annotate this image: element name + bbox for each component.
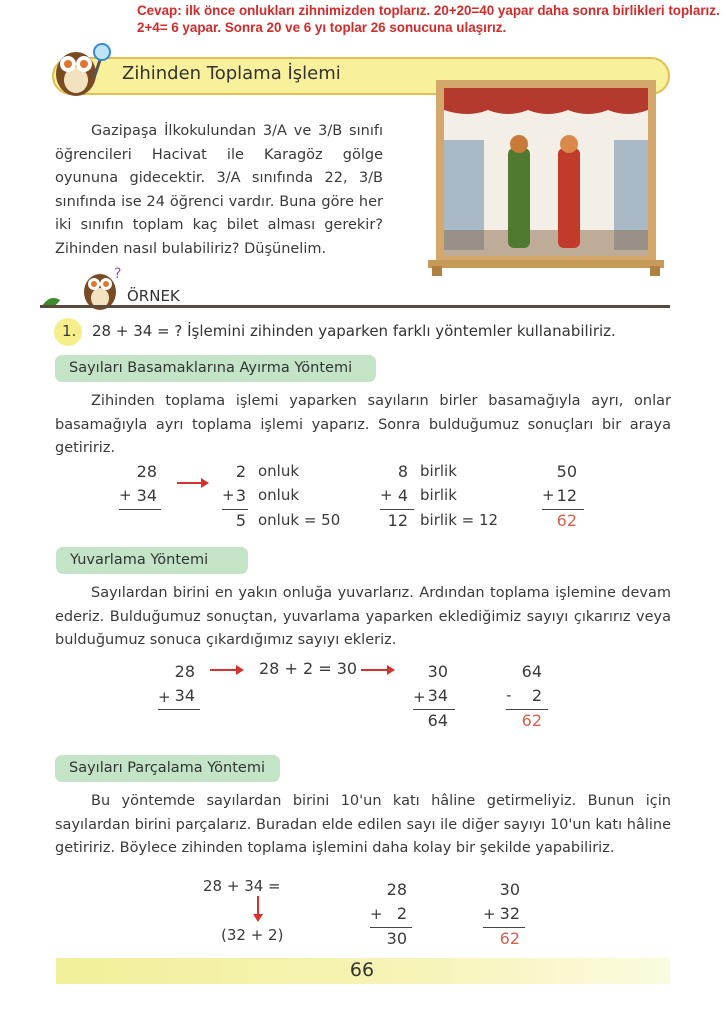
label: birlik = 12 [420,511,499,529]
num: 12 [556,486,577,505]
label: onluk [258,486,300,504]
num: 2 [531,686,542,705]
num: 5 [235,511,246,530]
question-text: 28 + 34 = ? İşlemini zihinden yaparken farklı yöntemler kullanabiliriz. [92,322,616,340]
red-down-arrow-icon [257,896,259,916]
label: onluk [258,462,300,480]
underline [542,509,584,510]
underline [506,709,548,710]
result: 62 [521,711,542,730]
num: 30 [427,662,448,681]
num: 34 [136,486,157,505]
method-1-heading: Sayıları Basamaklarına Ayırma Yöntemi [55,355,376,382]
num: 28 [174,662,195,681]
underline [380,509,414,510]
method-1-text: Zihinden toplama işlemi yaparken sayıların birler basamağıyla ayrı, onlar basamağıyla ayrı toplama işlemi yaparız. Sonra bulduğumuz sonuçları bir araya getiririz. [55,393,671,456]
num: 64 [427,711,448,730]
result: 62 [499,929,520,948]
num: 2 [235,462,246,481]
red-arrow-icon [177,482,207,484]
num: 3 [235,486,246,505]
num: 4 [397,486,408,505]
red-arrow-icon [210,669,242,671]
equation: 28 + 34 = [203,877,281,895]
plus-sign: + [222,486,235,504]
rounding-equation: 28 + 2 = 30 [259,659,358,678]
plus-sign: + [370,905,383,923]
split-expression: (32 + 2) [221,926,284,944]
question-number: 1. [62,322,77,340]
underline [370,927,412,928]
num: 32 [499,904,520,923]
label: birlik [420,462,457,480]
num: 30 [499,880,520,899]
num: 34 [174,686,195,705]
method-3-heading: Sayıları Parçalama Yöntemi [55,755,280,782]
page-title: Zihinden Toplama İşlemi [122,63,341,84]
underline [158,709,200,710]
plus-sign: + [119,486,132,504]
label: onluk = 50 [258,511,341,529]
section-divider [40,305,670,308]
result: 62 [556,511,577,530]
page-number: 66 [349,959,375,981]
num: 30 [386,929,407,948]
num: 28 [386,880,407,899]
num: 50 [556,462,577,481]
method-2-heading: Yuvarlama Yöntemi [56,547,248,574]
owl-magnifier-icon [50,40,112,98]
label: birlik [420,486,457,504]
example-label: ÖRNEK [127,287,180,305]
underline [222,509,248,510]
num: 12 [387,511,408,530]
num: 28 [136,462,157,481]
answer-note: Cevap: ilk önce onlukları zihnimizden toplarız. 20+20=40 yapar daha sonra birlikleri toplarız. 2+4= 6 yapar. Sonra 20 ve 6 yı toplar 26 sonucuna ulaşırız. [137,3,720,35]
svg-text:?: ? [114,266,122,282]
red-arrow-icon [361,669,393,671]
plus-sign: + [158,688,171,706]
plus-sign: + [380,486,393,504]
num: 2 [396,904,407,923]
underline [119,509,161,510]
underline [413,709,455,710]
plus-sign: + [413,688,426,706]
num: 8 [397,462,408,481]
plus-sign: + [542,486,555,504]
method-2-text: Sayılardan birini en yakın onluğa yuvarlarız. Ardından toplama işlemine devam ederiz. Bulduğumuz sonuçtan, yuvarlama yaparken eklediğimiz sayıyı çıkarırız veya bulduğumuz sonuca çıkardığımız sayıyı ekleriz. [55,585,671,648]
method-3-text: Bu yöntemde sayılardan birini 10'un katı hâline getirmeliyiz. Bunun için sayılardan birini parçalarız. Buradan elde edilen sayı ile diğer sayıyı 10'un katı hâline getiririz. Böylece zihinden toplama işlemini daha kolay bir şekilde yapabiliriz. [55,793,671,856]
arrow-head [253,914,263,922]
shadow-play-illustration [428,80,664,276]
num: 64 [521,662,542,681]
plus-sign: + [483,905,496,923]
num: 34 [427,686,448,705]
intro-paragraph: Gazipaşa İlkokulundan 3/A ve 3/B sınıfı öğrencileri Hacivat ile Karagöz gölge oyununa gidecektir. 3/A sınıfında 22, 3/B sınıfında ise 24 öğrenci vardır. Buna göre her iki sınıfın toplam kaç bilet alması gerekir? Zihinden nasıl bulabiliriz? Düşünelim. [55,123,383,257]
underline [483,927,525,928]
minus-sign: - [506,686,512,704]
